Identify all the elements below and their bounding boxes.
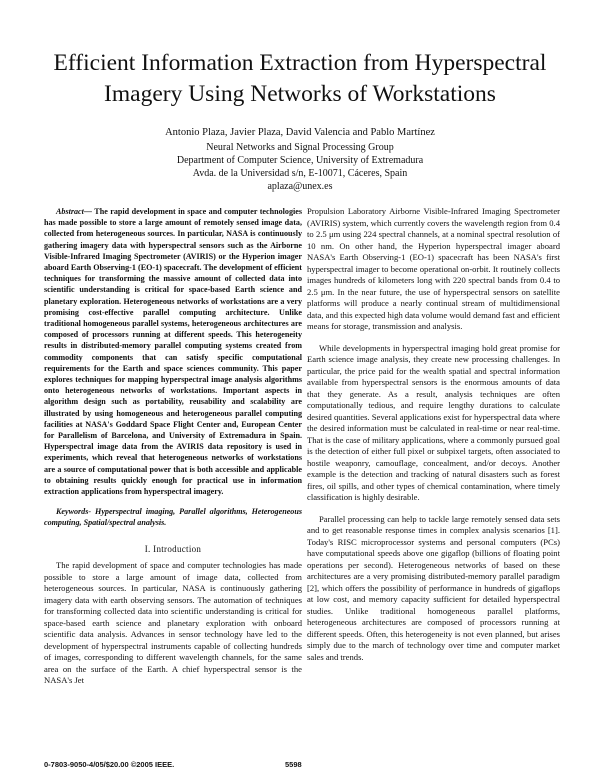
- section-heading-introduction: I. Introduction: [144, 543, 202, 554]
- introduction-paragraph: The rapid development of space and computer technologies has made possible to store a large amount of image data, collected from heterogeneous sources. In particular, NASA is continuously gathering imagery data with earth observing sensors. The automation of techniques for transforming collected data into scientific understanding is critical for space-based earth science and planetary exploration with onboard scientific data analysis. Advances in sensor technology have led to the development of hyperspectral instruments capable of collecting hundreds of images, corresponding to different wavelength channels, for the same area on the surface of the Earth. A chief hyperspectral sensor is the NASA's Jet: [44, 560, 302, 686]
- abstract: [44, 206, 302, 497]
- right-column: [307, 206, 560, 663]
- paper-title: [20, 48, 580, 110]
- author-block: [40, 126, 560, 193]
- author-email: aplaza@unex.es: [267, 181, 333, 192]
- keywords: Keywords- Hyperspectral imaging, Parallel algorithms, Heterogeneous computing, Spatial/spectral analysis.: [44, 507, 302, 528]
- left-column: [44, 206, 302, 687]
- title-line-2: Imagery Using Networks of Workstations: [104, 81, 496, 107]
- author-names: Antonio Plaza, Javier Plaza, David Valencia and Pablo Martínez: [165, 127, 435, 138]
- right-paragraph-3: Parallel processing can help to tackle large remotely sensed data sets and to get reasonable response times in complex analysis scenarios [1]. Today's RISC microprocessor systems and personal computers (PCs) have computational speeds above one gigaflop (billions of floating point operations per second). Heterogeneous networks of based on these architectures are a very promising distributed-memory parallel paradigm [2], which offers the possibility of performance in hundreds of gigaflops at low cost, and memory capacity sufficient for detailed hyperspectral studies. Unlike traditional homogeneous parallel platforms, heterogeneous architectures are composed of processors running at different speeds. Often, this heterogeneity is not even planned, but arises simply due to the march of technology over time and computer market sales and trends.: [307, 513, 560, 662]
- footer-page-number: 5598: [285, 760, 302, 769]
- abstract-label: Abstract—: [56, 207, 92, 216]
- abstract-text: The rapid development in space and computer technologies has made possible to store a large amount of remotely sensed image data, collected from heterogeneous sources. In particular, NASA is continuously gathering imagery data with hyperspectral sensors such as the Airborne Visible-Infrared Imaging Spectrometer (AVIRIS) or the Hyperion imager aboard Earth Observing-1 (EO-1) spacecraft. The development of efficient techniques for transforming the massive amount of collected data into scientific understanding is critical for space-based Earth science and planetary exploration. Heterogeneous networks of workstations are a very promising cost-effective parallel computing architecture. Unlike traditional homogeneous parallel systems, heterogeneous architectures are composed of processors running at different speeds. This heterogeneity results in distributed-memory parallel computing systems created from commodity components that can satisfy specific computational requirements for the Earth and space sciences community. This paper explores techniques for mapping hyperspectral image analysis algorithms onto heterogeneous networks of workstations. Important aspects in algorithm design such as portability, reusability and scalability are illustrated by using homogeneous and heterogeneous parallel computing facilities at NASA's Goddard Space Flight Center and, European Center for Parallelism of Barcelona, and University of Extremadura in Spain. Hyperspectral image data from the AVIRIS data repository is used in experiments, which reveal that heterogeneous networks of workstations are a source of computational power that is both accessible and applicable to obtaining results quickly enough for practical use in information extraction applications from hyperspectral imagery.: [44, 207, 302, 497]
- affiliation-address: Avda. de la Universidad s/n, E-10071, Cáceres, Spain: [192, 168, 408, 179]
- right-paragraph-1: Propulsion Laboratory Airborne Visible-Infrared Imaging Spectrometer (AVIRIS) system, which currently covers the wavelength region from 0.4 to 2.5 μm using 224 spectral channels, at a nominal spectral resolution of 10 nm. On other hand, the Hyperion hyperspectral imager aboard NASA's Earth Observing-1 (EO-1) spacecraft has been NASA's first hyperspectral imager to become operational on-orbit. It routinely collects images hundreds of kilometers long with 220 spectral bands from 0.4 to 2.5 μm. In the near future, the use of hyperspectral sensors on satellite platforms will produce a nearly continual stream of multidimensional data, and this expected high data volume would demand fast and efficient means for storage, transmission and analysis.: [307, 206, 560, 331]
- right-paragraph-2: While developments in hyperspectral imaging hold great promise for Earth science image analysis, they create new processing challenges. In particular, the price paid for the wealth spatial and spectral information available from hyperspectral sensors is the enormous amounts of data that they generate. As a result, analysis techniques are often computationally tedious, and require lengthy durations to calculate desired quantities. Several applications exist for hyperspectral data where the desired information must be calculated in real-time or near real-time. That is the case of military applications, where a commonly pursued goal is the detection of either full pixel or subpixel targets, often associated to hostile weaponry, camouflage, concealment, and/or decoys. Another example is the detection and tracking of natural disasters such as forest fires, oil spills, and other types of chemical contamination, where timely classification is highly desirable.: [307, 342, 560, 502]
- footer-copyright: 0-7803-9050-4/05/$20.00 ©2005 IEEE.: [44, 760, 175, 769]
- affiliation-department: Department of Computer Science, University of Extremadura: [176, 155, 424, 166]
- affiliation-group: Neural Networks and Signal Processing Group: [206, 142, 394, 153]
- title-line-1: Efficient Information Extraction from Hyperspectral: [53, 50, 547, 76]
